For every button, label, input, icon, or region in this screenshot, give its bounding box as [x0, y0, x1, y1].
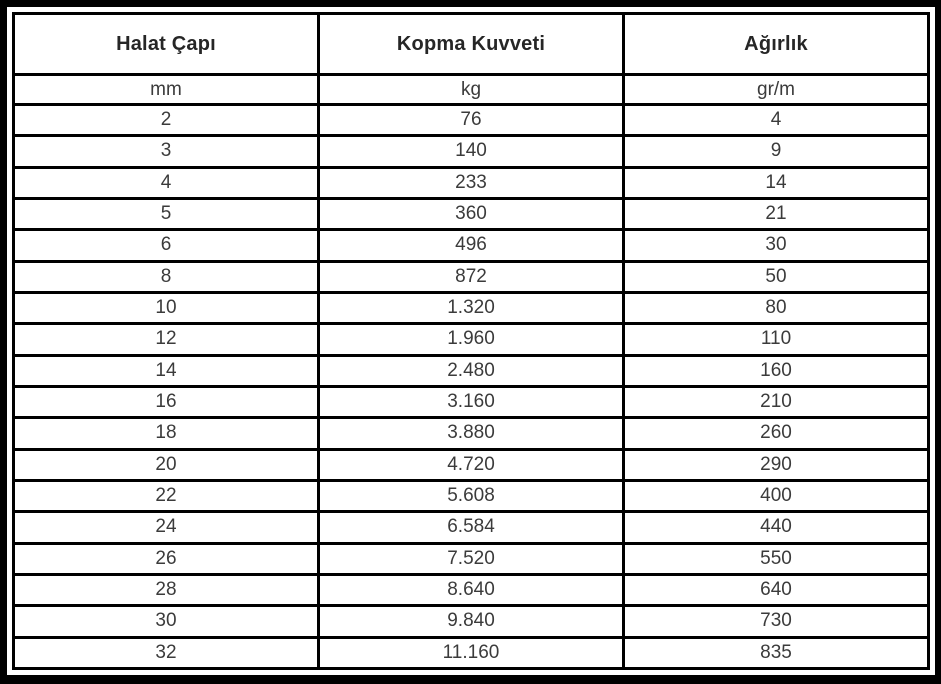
cell-breaking-force: 360 — [319, 198, 624, 229]
cell-diameter: 24 — [14, 512, 319, 543]
table-row — [14, 418, 929, 449]
cell-weight: 835 — [624, 637, 929, 668]
cell-breaking-force: 140 — [319, 136, 624, 167]
table-row — [14, 261, 929, 292]
cell-weight: 730 — [624, 606, 929, 637]
cell-diameter: 32 — [14, 637, 319, 668]
cell-weight: 290 — [624, 449, 929, 480]
table-row — [14, 543, 929, 574]
cell-breaking-force: 8.640 — [319, 574, 624, 605]
cell-diameter: 2 — [14, 105, 319, 136]
table-units-row — [14, 75, 929, 105]
cell-breaking-force: 11.160 — [319, 637, 624, 668]
rope-specification-table — [12, 12, 930, 670]
table-row — [14, 386, 929, 417]
cell-breaking-force: 1.320 — [319, 292, 624, 323]
cell-breaking-force: 6.584 — [319, 512, 624, 543]
cell-weight: 30 — [624, 230, 929, 261]
cell-diameter: 16 — [14, 386, 319, 417]
unit-cell-kg: kg — [319, 75, 624, 105]
cell-weight: 640 — [624, 574, 929, 605]
cell-diameter: 5 — [14, 198, 319, 229]
cell-weight: 440 — [624, 512, 929, 543]
table-row — [14, 480, 929, 511]
cell-weight: 9 — [624, 136, 929, 167]
table-header-row — [14, 14, 929, 75]
table-row — [14, 574, 929, 605]
table-row — [14, 136, 929, 167]
cell-diameter: 30 — [14, 606, 319, 637]
cell-breaking-force: 3.880 — [319, 418, 624, 449]
cell-diameter: 14 — [14, 355, 319, 386]
cell-breaking-force: 9.840 — [319, 606, 624, 637]
table-row — [14, 449, 929, 480]
cell-breaking-force: 5.608 — [319, 480, 624, 511]
cell-weight: 260 — [624, 418, 929, 449]
cell-weight: 50 — [624, 261, 929, 292]
cell-diameter: 3 — [14, 136, 319, 167]
cell-diameter: 26 — [14, 543, 319, 574]
table-row — [14, 167, 929, 198]
cell-weight: 110 — [624, 324, 929, 355]
table-row — [14, 198, 929, 229]
cell-diameter: 10 — [14, 292, 319, 323]
table-body — [14, 105, 929, 669]
cell-weight: 160 — [624, 355, 929, 386]
table-row — [14, 512, 929, 543]
cell-diameter: 20 — [14, 449, 319, 480]
cell-diameter: 28 — [14, 574, 319, 605]
cell-weight: 21 — [624, 198, 929, 229]
cell-weight: 4 — [624, 105, 929, 136]
cell-weight: 210 — [624, 386, 929, 417]
cell-diameter: 18 — [14, 418, 319, 449]
table-row — [14, 324, 929, 355]
cell-breaking-force: 3.160 — [319, 386, 624, 417]
cell-weight: 550 — [624, 543, 929, 574]
cell-breaking-force: 872 — [319, 261, 624, 292]
cell-breaking-force: 76 — [319, 105, 624, 136]
column-header-agirlik: Ağırlık — [624, 14, 929, 75]
cell-breaking-force: 1.960 — [319, 324, 624, 355]
cell-breaking-force: 233 — [319, 167, 624, 198]
cell-diameter: 22 — [14, 480, 319, 511]
cell-diameter: 4 — [14, 167, 319, 198]
table-row — [14, 230, 929, 261]
table-row — [14, 105, 929, 136]
cell-breaking-force: 2.480 — [319, 355, 624, 386]
cell-diameter: 6 — [14, 230, 319, 261]
cell-breaking-force: 4.720 — [319, 449, 624, 480]
document-page — [7, 7, 935, 675]
cell-diameter: 12 — [14, 324, 319, 355]
unit-cell-mm: mm — [14, 75, 319, 105]
table-row — [14, 606, 929, 637]
table-head — [14, 14, 929, 105]
cell-breaking-force: 496 — [319, 230, 624, 261]
table-row — [14, 355, 929, 386]
unit-cell-gr-m: gr/m — [624, 75, 929, 105]
cell-weight: 14 — [624, 167, 929, 198]
cell-weight: 80 — [624, 292, 929, 323]
cell-weight: 400 — [624, 480, 929, 511]
column-header-halat-capi: Halat Çapı — [14, 14, 319, 75]
table-row — [14, 637, 929, 668]
cell-diameter: 8 — [14, 261, 319, 292]
table-row — [14, 292, 929, 323]
cell-breaking-force: 7.520 — [319, 543, 624, 574]
column-header-kopma-kuvveti: Kopma Kuvveti — [319, 14, 624, 75]
